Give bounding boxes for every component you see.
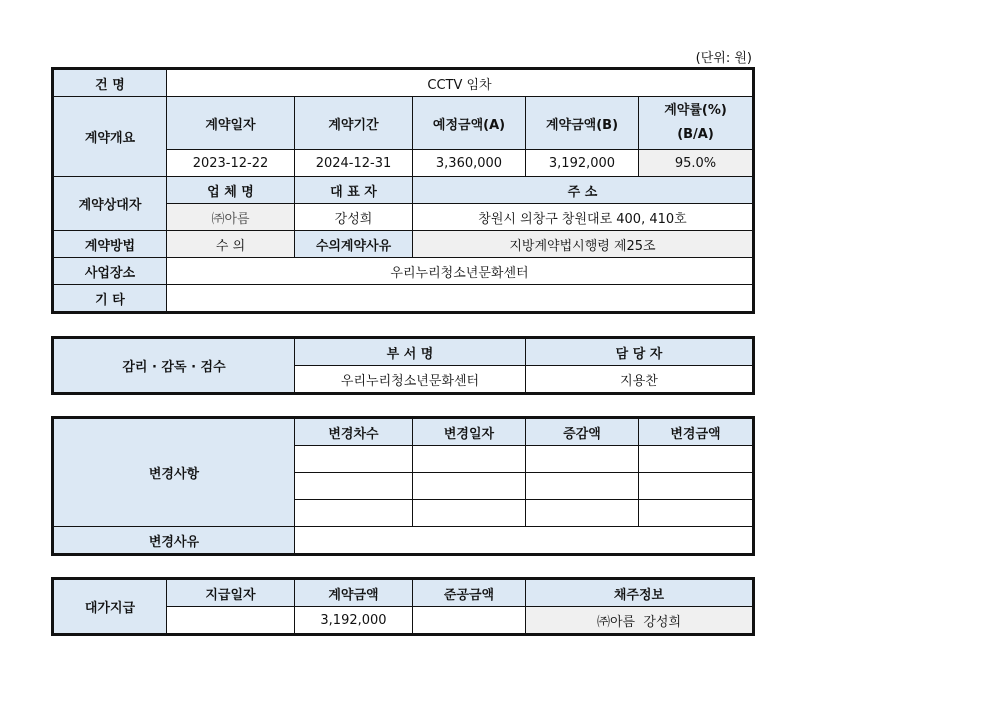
table-row (53, 579, 754, 607)
company-name: ㈜아름 (167, 204, 295, 231)
overview-label: 계약개요 (53, 97, 167, 177)
party-label: 계약상대자 (53, 177, 167, 231)
col-contract-period: 계약기간 (295, 97, 413, 150)
col-change-delta: 증감액 (526, 418, 639, 446)
contract-rate: 95.0% (639, 150, 754, 177)
representative-label: 대 표 자 (295, 177, 413, 204)
col-estimate-amount: 예정금액(A) (413, 97, 526, 150)
unit-note: (단위: 원) (695, 51, 752, 66)
table-row (53, 418, 754, 446)
dept-value: 우리누리청소년문화센터 (295, 366, 526, 394)
change-reason-label: 변경사유 (53, 527, 295, 555)
table-cell (639, 473, 754, 500)
col-contract-amount: 계약금액(B) (526, 97, 639, 150)
supervision-label: 감리 · 감독 · 검수 (53, 338, 295, 394)
contract-period: 2024-12-31 (295, 150, 413, 177)
payment-label: 대가지급 (53, 579, 167, 635)
col-contract-rate-line2: (B/A) (677, 127, 714, 142)
col-creditor-info: 채주정보 (526, 579, 754, 607)
table-row (53, 177, 754, 204)
col-change-amount: 변경금액 (639, 418, 754, 446)
col-contract-rate (639, 97, 754, 150)
table-cell (295, 473, 413, 500)
company-label: 업 체 명 (167, 177, 295, 204)
table-row (53, 338, 754, 366)
col-change-date: 변경일자 (413, 418, 526, 446)
address-label: 주 소 (413, 177, 754, 204)
dept-label: 부 서 명 (295, 338, 526, 366)
table-cell (526, 500, 639, 527)
table-cell (413, 473, 526, 500)
col-change-round: 변경차수 (295, 418, 413, 446)
method-value: 수 의 (167, 231, 295, 258)
method-label: 계약방법 (53, 231, 167, 258)
table-cell (526, 473, 639, 500)
person-value: 지용찬 (526, 366, 754, 394)
etc-label: 기 타 (53, 285, 167, 313)
col-completion-amount: 준공금액 (413, 579, 526, 607)
col-payment-amount: 계약금액 (295, 579, 413, 607)
reason-label: 수의계약사유 (295, 231, 413, 258)
col-payment-date: 지급일자 (167, 579, 295, 607)
supervision-table (51, 336, 755, 395)
table-row (53, 97, 754, 150)
creditor-info: ㈜아름 강성희 (526, 607, 754, 635)
contract-date: 2023-12-22 (167, 150, 295, 177)
payment-table (51, 577, 755, 636)
place-value: 우리누리청소년문화센터 (167, 258, 754, 285)
contract-amount: 3,192,000 (526, 150, 639, 177)
payment-amount: 3,192,000 (295, 607, 413, 635)
table-cell (413, 446, 526, 473)
table-row (53, 527, 754, 555)
etc-value (167, 285, 754, 313)
col-contract-date: 계약일자 (167, 97, 295, 150)
table-cell (526, 446, 639, 473)
person-label: 담 당 자 (526, 338, 754, 366)
place-label: 사업장소 (53, 258, 167, 285)
changes-table (51, 416, 755, 556)
change-reason-value (295, 527, 754, 555)
changes-label: 변경사항 (53, 418, 295, 527)
table-cell (295, 446, 413, 473)
table-row (53, 285, 754, 313)
table-row (53, 258, 754, 285)
col-contract-rate-line1: 계약률(%) (664, 103, 727, 118)
estimate-amount: 3,360,000 (413, 150, 526, 177)
payment-date (167, 607, 295, 635)
completion-amount (413, 607, 526, 635)
contract-name-label: 건 명 (53, 69, 167, 97)
representative-name: 강성희 (295, 204, 413, 231)
table-cell (639, 500, 754, 527)
table-cell (295, 500, 413, 527)
table-row (53, 231, 754, 258)
reason-value: 지방계약법시행령 제25조 (413, 231, 754, 258)
table-row (53, 69, 754, 97)
contract-table (51, 67, 755, 314)
contract-name-value: CCTV 임차 (167, 69, 754, 97)
address-value: 창원시 의창구 창원대로 400, 410호 (413, 204, 754, 231)
table-cell (639, 446, 754, 473)
table-cell (413, 500, 526, 527)
